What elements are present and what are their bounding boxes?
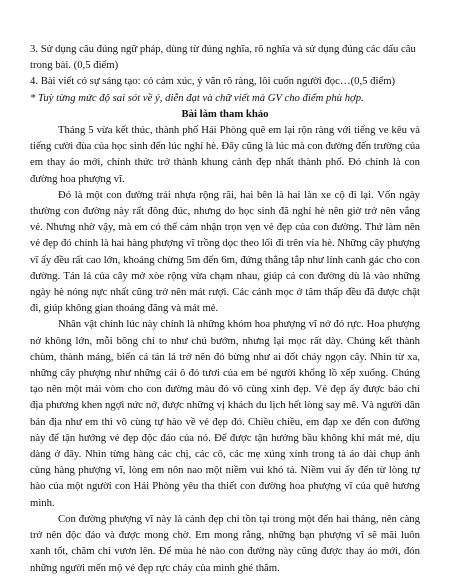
paragraph-conclusion: Con đường phượng vĩ này là cảnh đẹp chỉ tồn tại trong một đến hai tháng, nên càng trở nên độc đáo và được mong chờ. Em mong rằng, những bạn phượng vĩ sẽ mãi luôn xanh tốt, chăm chỉ vươn lên. Để mùa hè nào con đường này cũng được thay áo mới, đón những người mến mộ vẻ đẹp rực cháy của mình ghé thăm.: [30, 512, 420, 574]
paragraph-road: Đó là một con đường trải nhựa rộng rãi, hai bên là hai làn xe cộ đi lại. Vốn ngày thường con đường này rất đông đúc, nhưng do học sinh đã nghỉ hè nên giờ trở nên vắng vẻ. Nhưng nhờ vậy, mà em có thể cảm nhận trọn vẹn vẻ đẹp của con đường. Thứ làm nên vẻ đẹp đó chính là hai hàng phượng vĩ trồng dọc theo lối đi trên vỉa hè. Những cây phượng vĩ ấy đều rất cao lớn, khoảng chừng 5m đến 6m, đứng thẳng tắp như lính canh gác cho con đường. Tán lá của cây mở xòe rộng vừa chạm nhau, giúp cả con đường dù là vào những ngày hè nóng nực nhất cũng trở nên mát rượi. Các cảnh mọc ở tâm thấp đều đã được chặt đi, giúp không gian thoáng đãng và mát mẻ.: [30, 188, 420, 315]
section-title: Bài làm tham khảo: [181, 107, 269, 120]
grading-note: * Tuỳ từng mức độ sai sót về ý, diễn đạt và chữ viết mà GV cho điểm phù hợp.: [30, 91, 364, 104]
paragraph-flowers: Nhân vật chính lúc này chính là những khóm hoa phượng vĩ nở đỏ rực. Hoa phượng nở không lớn, mỗi bông chỉ to như chú bướm, nhưng lại mọc rất dày. Chúng kết thành chùm, thành mảng, biến cả tán lá trở nên đỏ bừng như ai đốt cháy ngọn cây. Nhìn từ xa, những cây phượng như những cái ô đỏ tươi của em bé người khổng lồ xếp xuống. Chúng tạo nên một mái vòm cho con đường màu đỏ vô cùng xinh đẹp. Vẻ đẹp ấy được báo chí địa phương khen ngợi nức nở, được những vị khách du lịch hết lòng say mê. Và người dân bản địa như em thì vô cùng tự hào về vẻ đẹp đó. Chiều chiều, em đạp xe đến con đường này để tận hưởng vẻ đẹp độc đáo của nó. Để được tận hưởng bầu không khí mát mẻ, dịu dàng ở đây. Nhìn từng hàng các chị, các cô, các mẹ xúng xính trong tà áo dài chụp ảnh cùng hàng phượng vĩ, lòng em nôn nao một niềm vui khó tả. Niềm vui ấy đến từ lòng tự hào của một người con Hải Phòng yêu tha thiết con đường hoa phượng vĩ của quê hương mình.: [30, 318, 420, 509]
criterion-3: 3. Sử dụng câu đúng ngữ pháp, dùng từ đúng nghĩa, rõ nghĩa và sử dụng đúng các dấu câu trong bài. (0,5 điểm): [30, 43, 416, 72]
criterion-4: 4. Bài viết có sự sáng tạo: có cảm xúc, ý văn rõ ràng, lôi cuốn người đọc…(0,5 điểm): [30, 75, 396, 88]
paragraph-intro: Tháng 5 vừa kết thúc, thành phố Hải Phòng quê em lại rộn ràng với tiếng ve kêu và tiếng cười đùa của học sinh đến lúc nghỉ hè. Đây cũng là lúc mà con đường đến trường của em thay áo mới, chính thức trở thành khung cảnh đẹp nhất thành phố. Đó chính là con đường hoa phượng vĩ.: [30, 124, 420, 185]
